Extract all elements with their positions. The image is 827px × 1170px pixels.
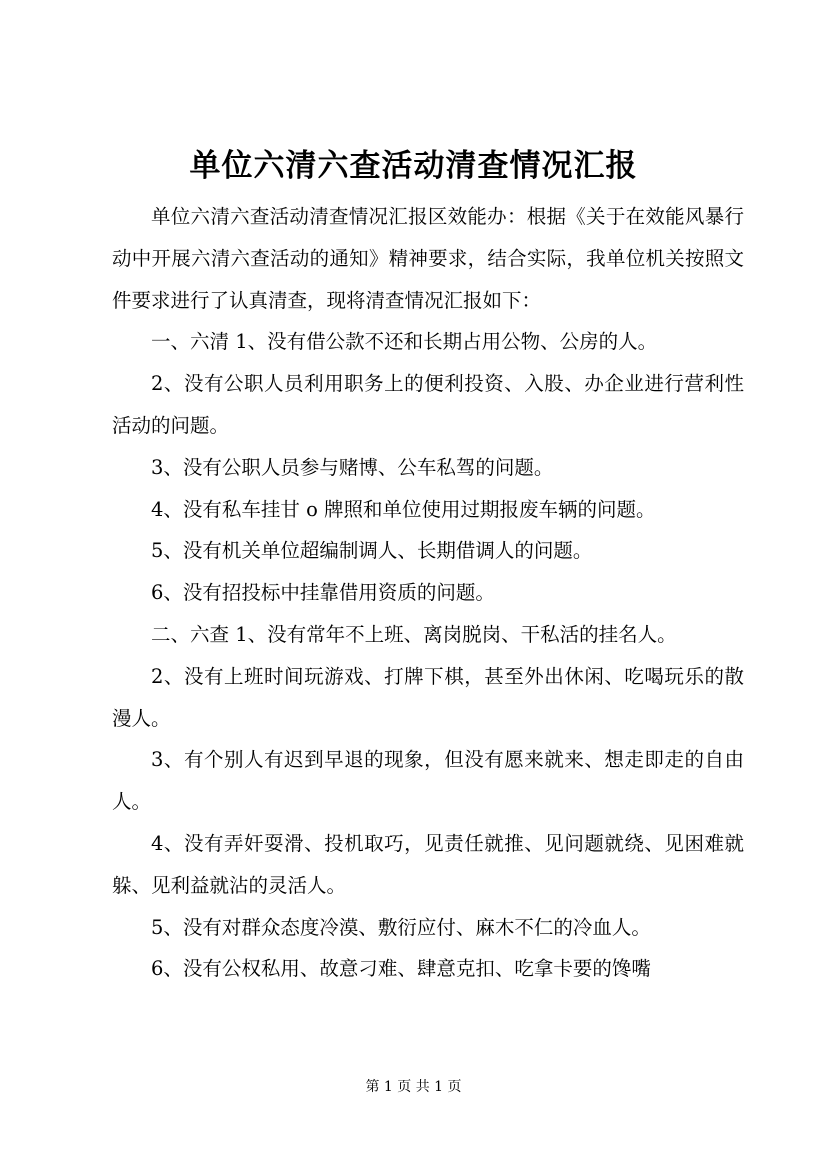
paragraph-six-clear-4: 4、没有私车挂甘 o 牌照和单位使用过期报废车辆的问题。 <box>151 497 656 521</box>
page-number-footer: 第 1 页 共 1 页 <box>365 1079 462 1095</box>
paragraph-intro: 单位六清六查活动清查情况汇报区效能办：根据《关于在效能风暴行动中开展六清六查活动的通知》精神要求，结合实际，我单位机关按照文件要求进行了认真清查，现将清查情况汇报如下： <box>112 205 744 312</box>
paragraph-six-clear-5: 5、没有机关单位超编制调人、长期借调人的问题。 <box>151 539 593 563</box>
paragraph-six-clear-1: 一、六清 1、没有借公款不还和长期占用公物、公房的人。 <box>151 330 658 354</box>
paragraph-six-check-1: 二、六查 1、没有常年不上班、离岗脱岗、干私活的挂名人。 <box>151 622 677 646</box>
paragraph-six-clear-2: 2、没有公职人员利用职务上的便利投资、入股、办企业进行营利性活动的问题。 <box>112 372 744 437</box>
paragraph-six-check-2: 2、没有上班时间玩游戏、打牌下棋，甚至外出休闲、吃喝玩乐的散漫人。 <box>112 664 744 730</box>
paragraph-six-clear-6: 6、没有招投标中挂靠借用资质的问题。 <box>151 581 495 605</box>
document-body <box>112 196 744 990</box>
paragraph-six-check-6: 6、没有公权私用、故意刁难、肆意克扣、吃拿卡要的馋嘴 <box>151 957 651 981</box>
paragraph-six-clear-3: 3、没有公职人员参与赌博、公车私驾的问题。 <box>151 455 554 479</box>
paragraph-six-check-5: 5、没有对群众态度冷漠、敷衍应付、麻木不仁的冷血人。 <box>151 915 651 939</box>
document-title: 单位六清六查活动清查情况汇报 <box>189 148 638 184</box>
paragraph-six-check-4: 4、没有弄奸耍滑、投机取巧，见责任就推、见问题就绕、见困难就躲、见利益就沾的灵活人。 <box>112 831 744 897</box>
paragraph-six-check-3: 3、有个别人有迟到早退的现象，但没有愿来就来、想走即走的自由人。 <box>112 748 744 814</box>
